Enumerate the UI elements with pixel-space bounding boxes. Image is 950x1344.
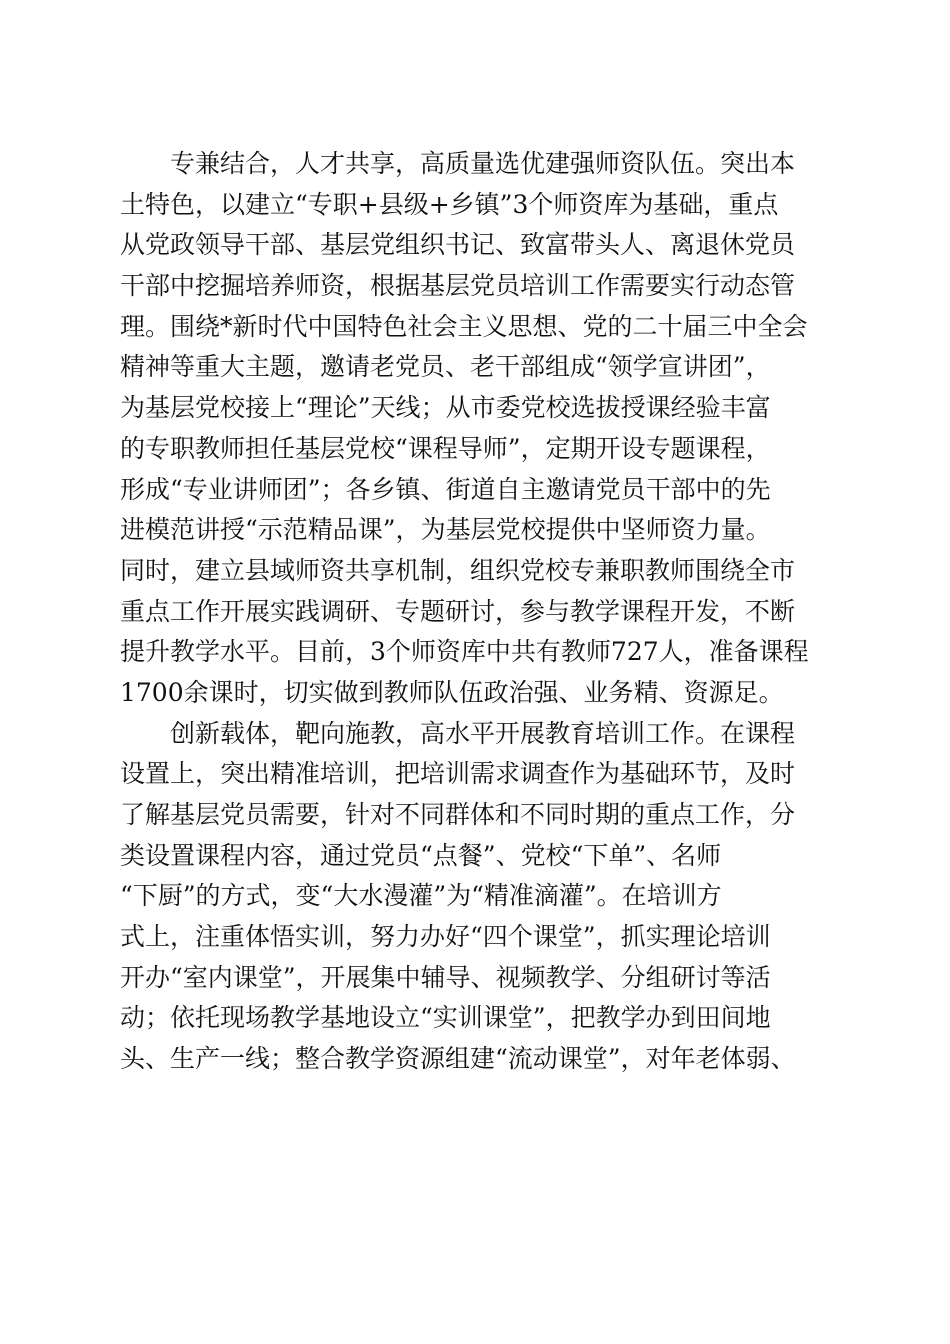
text-line: 土特色，以建立“专职+县级+乡镇”3个师资库为基础，重点: [120, 189, 779, 219]
text-line: 动；依托现场教学基地设立“实训课堂”，把教学办到田间地: [120, 1003, 771, 1033]
text-line: “下厨”的方式，变“大水漫灌”为“精准滴灌”。在培训方: [120, 881, 722, 911]
text-line: 类设置课程内容，通过党员“点餐”、党校“下单”、名师: [120, 840, 722, 870]
text-line: 设置上，突出精准培训，把培训需求调查作为基础环节，及时: [120, 759, 796, 789]
text-line: 专兼结合，人才共享，高质量选优建强师资队伍。突出本: [170, 149, 796, 178]
text-line: 为基层党校接上“理论”天线；从市委党校选拔授课经验丰富: [120, 393, 771, 423]
text-line: 干部中挖掘培养师资，根据基层党员培训工作需要实行动态管: [120, 271, 796, 301]
text-line: 从党政领导干部、基层党组织书记、致富带头人、离退休党员: [120, 230, 796, 260]
text-line: 理。围绕*新时代中国特色社会主义思想、党的二十届三中全会: [120, 311, 808, 341]
text-line: 重点工作开展实践调研、专题研讨，参与教学课程开发，不断: [120, 596, 796, 626]
text-line: 的专职教师担任基层党校“课程导师”，定期开设专题课程，: [120, 433, 771, 463]
body-text: [120, 144, 830, 1080]
paragraph-teacher-resources: [120, 144, 830, 714]
text-line: 开办“室内课堂”，开展集中辅导、视频教学、分组研讨等活: [120, 962, 771, 992]
text-line: 精神等重大主题，邀请老党员、老干部组成“领学宣讲团”，: [120, 352, 771, 382]
text-line: 1700余课时，切实做到教师队伍政治强、业务精、资源足。: [120, 677, 784, 707]
text-line: 进模范讲授“示范精品课”，为基层党校提供中坚师资力量。: [120, 515, 771, 545]
text-line: 头、生产一线；整合教学资源组建“流动课堂”，对年老体弱、: [120, 1044, 796, 1074]
text-line: 同时，建立县域师资共享机制，组织党校专兼职教师围绕全市: [120, 555, 796, 585]
text-line: 式上，注重体悟实训，努力办好“四个课堂”，抓实理论培训: [120, 922, 771, 952]
text-line: 创新载体，靶向施教，高水平开展教育培训工作。在课程: [170, 718, 796, 748]
text-line: 提升教学水平。目前，3个师资库中共有教师727人，准备课程: [120, 637, 809, 667]
text-line: 了解基层党员需要，针对不同群体和不同时期的重点工作，分: [120, 800, 796, 829]
text-line: 形成“专业讲师团”；各乡镇、街道自主邀请党员干部中的先: [120, 474, 771, 504]
paragraph-training-innovation: [120, 714, 830, 1080]
